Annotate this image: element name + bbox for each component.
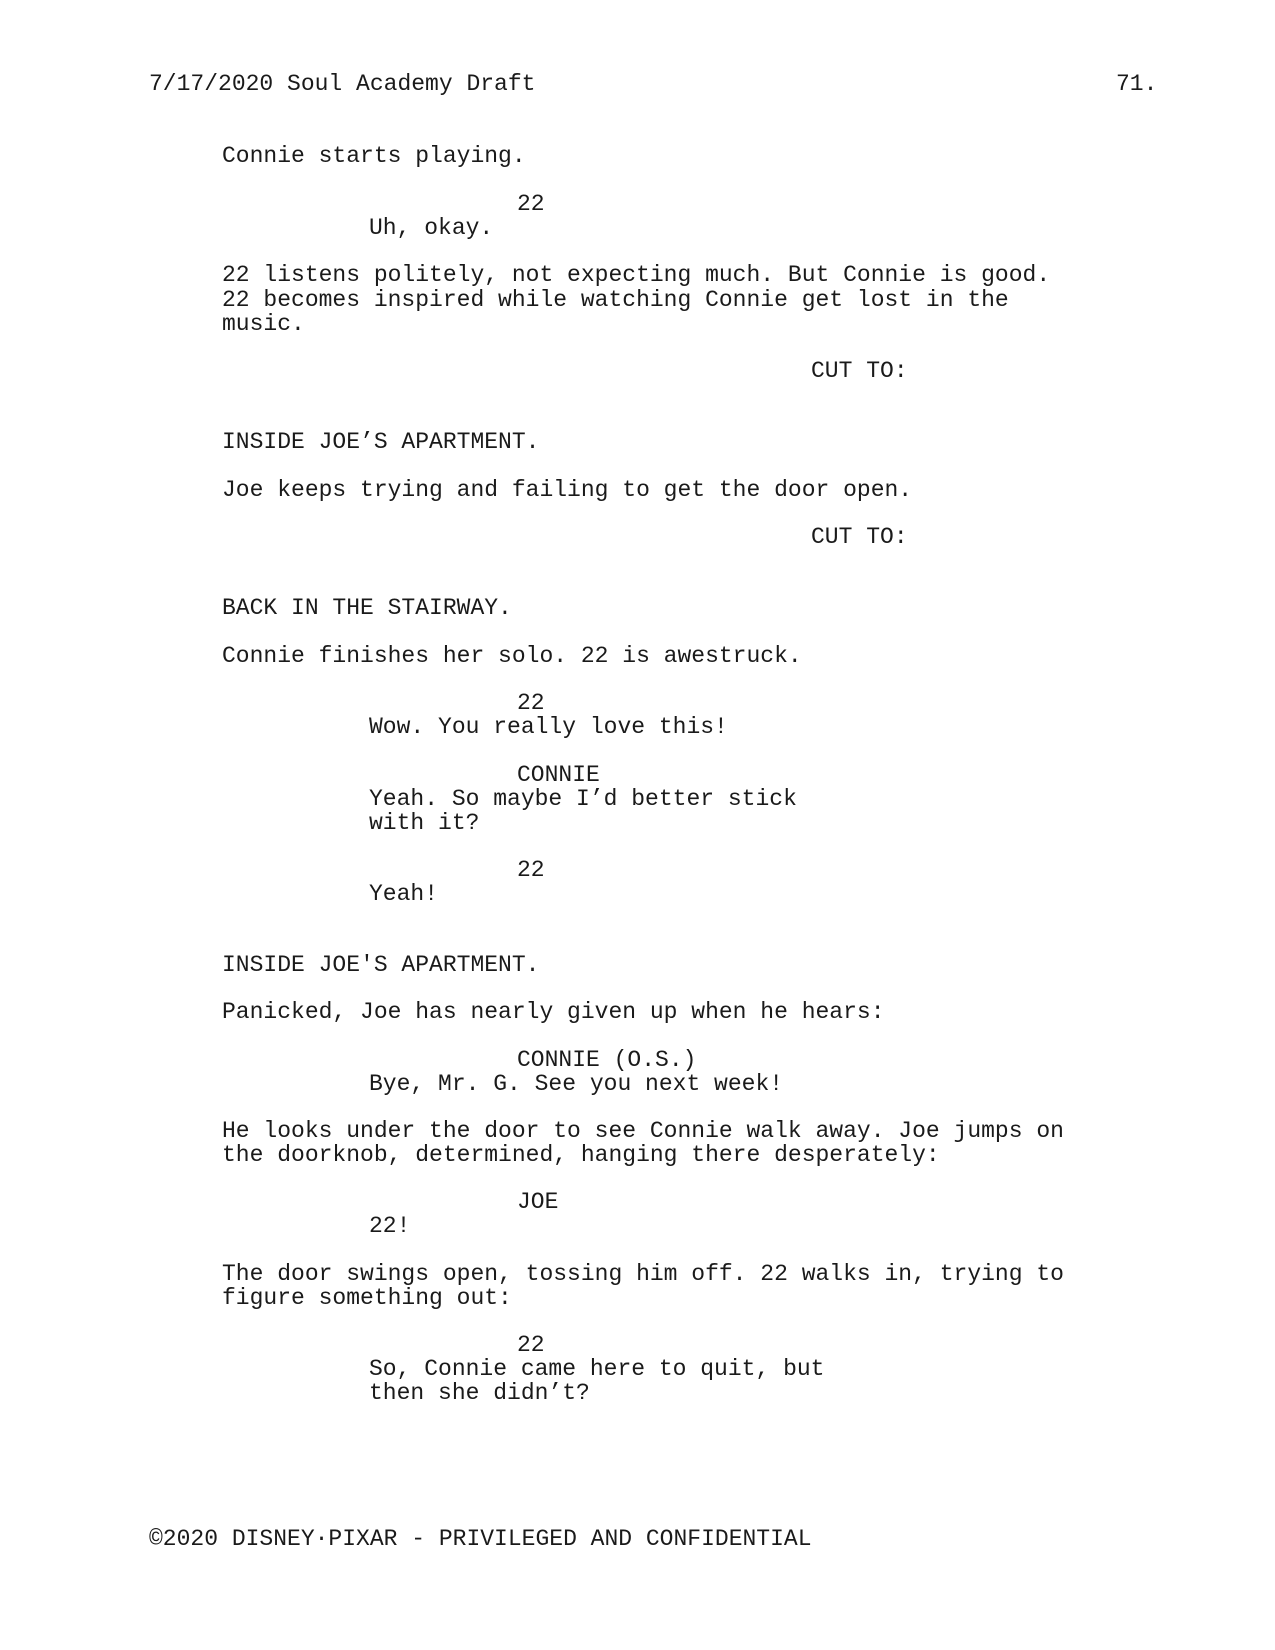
- action-line: The door swings open, tossing him off. 22 walks in, trying to: [222, 1261, 1064, 1287]
- action-line: the doorknob, determined, hanging there desperately:: [222, 1142, 940, 1168]
- character-cue: CONNIE (O.S.): [517, 1047, 697, 1073]
- page-header-title: 7/17/2020 Soul Academy Draft: [149, 71, 536, 97]
- action-line: He looks under the door to see Connie walk away. Joe jumps on: [222, 1118, 1064, 1144]
- transition-cut-to: CUT TO:: [811, 358, 908, 384]
- character-cue: JOE: [517, 1189, 559, 1215]
- dialogue-line: 22!: [369, 1213, 411, 1239]
- action-line: figure something out:: [222, 1285, 512, 1311]
- character-cue: 22: [517, 191, 545, 217]
- action-line: Connie starts playing.: [222, 143, 526, 169]
- dialogue-line: So, Connie came here to quit, but: [369, 1356, 825, 1382]
- character-cue: 22: [517, 1332, 545, 1358]
- character-cue: 22: [517, 690, 545, 716]
- scene-heading: BACK IN THE STAIRWAY.: [222, 595, 512, 621]
- transition-cut-to: CUT TO:: [811, 524, 908, 550]
- action-line: music.: [222, 311, 305, 337]
- action-line: 22 becomes inspired while watching Connie get lost in the: [222, 287, 1009, 313]
- dialogue-line: Wow. You really love this!: [369, 714, 728, 740]
- dialogue-line: then she didn’t?: [369, 1380, 590, 1406]
- confidentiality-footer: ©2020 DISNEY·PIXAR - PRIVILEGED AND CONFIDENTIAL: [149, 1526, 812, 1552]
- character-cue: 22: [517, 857, 545, 883]
- dialogue-line: Yeah. So maybe I’d better stick: [369, 786, 797, 812]
- page-number: 71.: [1116, 71, 1158, 97]
- scene-heading: INSIDE JOE’S APARTMENT.: [222, 429, 540, 455]
- dialogue-line: Bye, Mr. G. See you next week!: [369, 1071, 784, 1097]
- action-line: 22 listens politely, not expecting much. But Connie is good.: [222, 262, 1051, 288]
- dialogue-line: Uh, okay.: [369, 215, 494, 241]
- dialogue-line: with it?: [369, 810, 480, 836]
- character-cue: CONNIE: [517, 762, 600, 788]
- scene-heading: INSIDE JOE'S APARTMENT.: [222, 952, 540, 978]
- action-line: Joe keeps trying and failing to get the door open.: [222, 477, 913, 503]
- action-line: Panicked, Joe has nearly given up when he hears:: [222, 999, 885, 1025]
- dialogue-line: Yeah!: [369, 881, 439, 907]
- action-line: Connie finishes her solo. 22 is awestruck.: [222, 643, 802, 669]
